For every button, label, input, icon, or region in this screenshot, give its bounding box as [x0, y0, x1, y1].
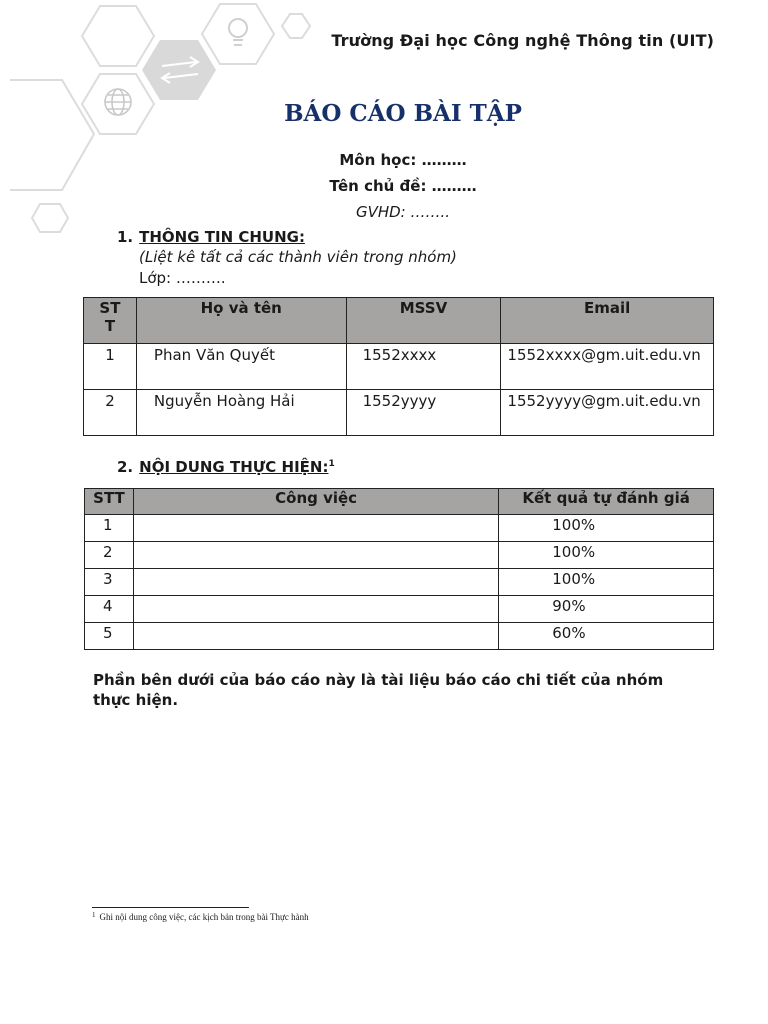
- section1-number: 1.: [117, 228, 134, 246]
- members-table: [83, 297, 714, 436]
- table-row: [85, 515, 714, 542]
- column-header-name: Họ và tên: [136, 298, 346, 344]
- subject-line: Môn học: ………: [339, 151, 467, 169]
- table-header-row: [84, 298, 714, 344]
- table-header-row: [85, 489, 714, 515]
- result-cell: 100%: [499, 569, 714, 596]
- footnote-mark: 1: [92, 911, 96, 919]
- work-cell: [133, 542, 498, 569]
- table-row: [85, 569, 714, 596]
- summary-text: Phần bên dưới của báo cáo này là tài liệu báo cáo chi tiết của nhóm thực hiện.: [93, 671, 664, 709]
- column-header-work: Công việc: [133, 489, 498, 515]
- column-header-result: Kết quả tự đánh giá: [499, 489, 714, 515]
- section2-title: NỘI DUNG THỰC HIỆN:: [139, 458, 329, 476]
- section1-title: THÔNG TIN CHUNG:: [139, 228, 305, 246]
- column-header-mssv: MSSV: [346, 298, 501, 344]
- section1-heading: [117, 228, 305, 246]
- class-line: Lớp: ……….: [139, 269, 226, 287]
- stt-cell: 2: [85, 542, 134, 569]
- lightbulb-icon: [229, 19, 247, 45]
- result-cell: 100%: [499, 515, 714, 542]
- footnote-ref: 1: [328, 459, 335, 469]
- column-header-stt: ST T: [84, 298, 137, 344]
- stt-cell: 3: [85, 569, 134, 596]
- topic-line: Tên chủ đề: ………: [329, 177, 477, 195]
- table-row: [85, 623, 714, 650]
- stt-cell: 1: [84, 344, 137, 390]
- table-row: [84, 390, 714, 436]
- footnote-divider: [92, 907, 249, 908]
- mssv-cell: 1552yyyy: [346, 390, 501, 436]
- footnote-text: Ghi nội dung công việc, các kịch bản trong bài Thực hành: [99, 912, 309, 922]
- school-name: Trường Đại học Công nghệ Thông tin (UIT): [331, 31, 714, 50]
- tasks-table: [84, 488, 714, 650]
- work-cell: [133, 515, 498, 542]
- footnote: [92, 911, 309, 922]
- column-header-email: Email: [501, 298, 714, 344]
- work-cell: [133, 596, 498, 623]
- name-cell: Phan Văn Quyết: [136, 344, 346, 390]
- name-cell: Nguyễn Hoàng Hải: [136, 390, 346, 436]
- section2-number: 2.: [117, 458, 134, 476]
- column-header-stt: STT: [85, 489, 134, 515]
- email-cell: 1552xxxx@gm.uit.edu.vn: [501, 344, 714, 390]
- table-row: [85, 596, 714, 623]
- stt-cell: 2: [84, 390, 137, 436]
- stt-cell: 1: [85, 515, 134, 542]
- result-cell: 60%: [499, 623, 714, 650]
- work-cell: [133, 623, 498, 650]
- stt-cell: 4: [85, 596, 134, 623]
- section2-heading: [117, 458, 335, 476]
- work-cell: [133, 569, 498, 596]
- result-cell: 100%: [499, 542, 714, 569]
- advisor-line: GVHD: ……..: [355, 203, 451, 221]
- email-cell: 1552yyyy@gm.uit.edu.vn: [501, 390, 714, 436]
- mssv-cell: 1552xxxx: [346, 344, 501, 390]
- section1-note: (Liệt kê tất cả các thành viên trong nhóm): [139, 248, 457, 266]
- table-row: [84, 344, 714, 390]
- stt-cell: 5: [85, 623, 134, 650]
- result-cell: 90%: [499, 596, 714, 623]
- table-row: [85, 542, 714, 569]
- report-title: BÁO CÁO BÀI TẬP: [284, 100, 522, 127]
